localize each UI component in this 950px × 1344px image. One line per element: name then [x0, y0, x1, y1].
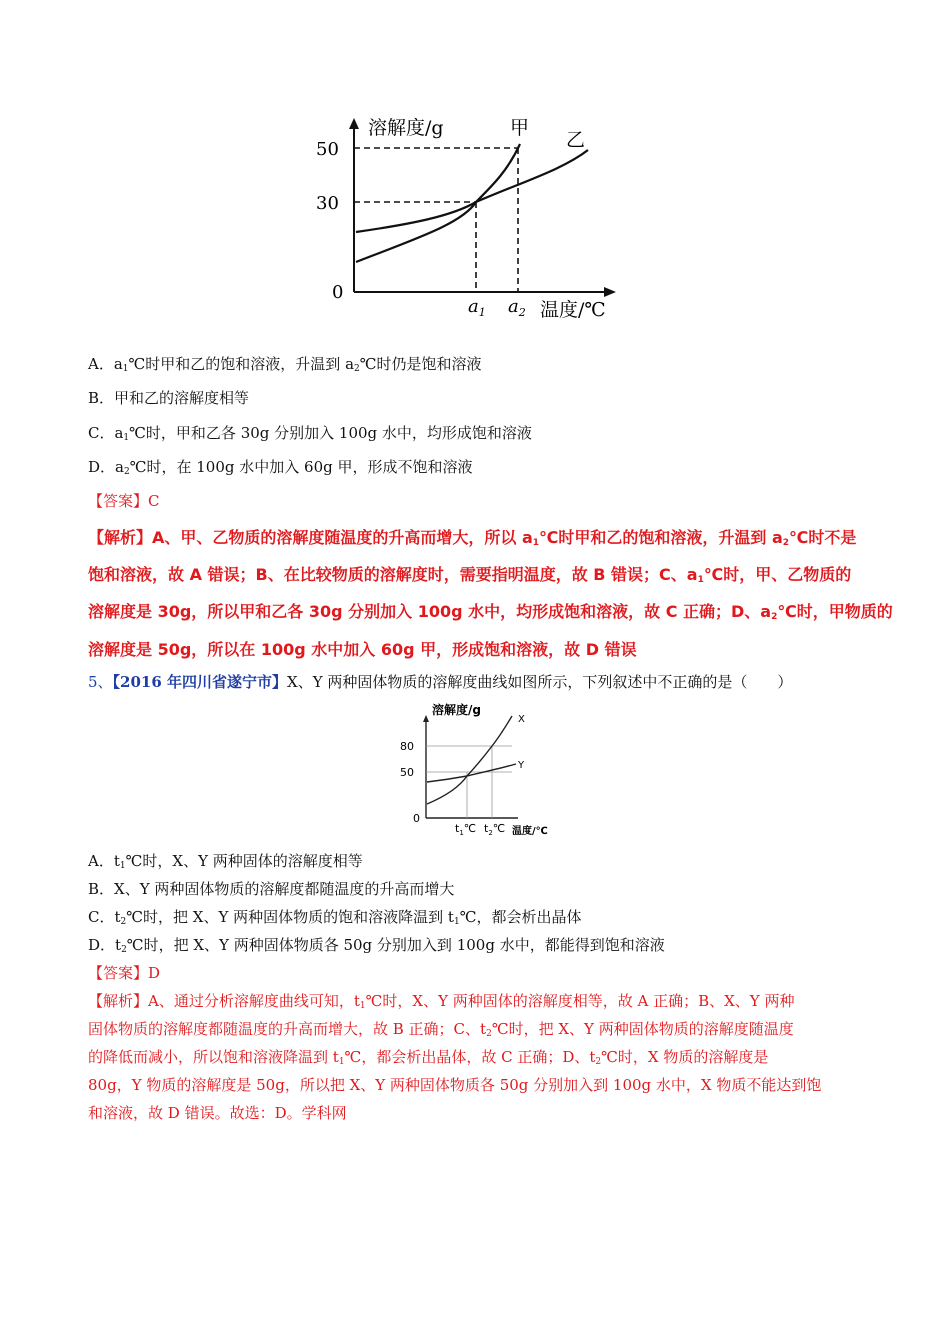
chart1-label-jia: 甲 — [510, 117, 530, 139]
q4-analysis-line-3: 溶解度是 30g，所以甲和乙各 30g 分别加入 100g 水中，均形成饱和溶液，故 C 正确；D、$a_2℃$时，甲物质的 — [88, 602, 893, 622]
q5-analysis-line-4: 80g，Y 物质的溶解度是 50g，所以把 X、Y 两种固体物质各 50g 分别加入到 100g 水中，X 物质不能达到饱 — [88, 1076, 822, 1094]
q5-option-a: A．$t_1℃$时，X、Y 两种固体的溶解度相等 — [88, 852, 363, 871]
q5-analysis-line-3: 的降低而减小，所以饱和溶液降温到 $t_1℃$，都会析出晶体，故 C 正确；D、$t_2℃$时，X 物质的溶解度是 — [88, 1048, 769, 1067]
chart2-label-y: Y — [518, 760, 525, 771]
curve-x — [427, 716, 512, 804]
q5-number: 5、 — [88, 673, 113, 691]
chart1-xtick-a2: $a_2$ — [508, 296, 526, 319]
chart1-y-label: 溶解度/g — [368, 117, 444, 139]
q5-answer: 【答案】D — [88, 964, 161, 982]
chart2-ytick-0: 0 — [413, 812, 420, 825]
chart1-ytick-50: 50 — [316, 139, 339, 160]
q4-answer: 【答案】C — [88, 492, 160, 510]
q5-analysis-line-1: 【解析】A、通过分析溶解度曲线可知，$t_1℃$时，X、Y 两种固体的溶解度相等，故 A 正确；B、X、Y 两种 — [88, 992, 795, 1011]
q5-option-d: D．$t_2℃$时，把 X、Y 两种固体物质各 50g 分别加入到 100g 水中，都能得到饱和溶液 — [88, 936, 665, 955]
solubility-chart-2 — [394, 700, 560, 846]
chart1-ytick-30: 30 — [316, 193, 339, 214]
chart2-x-label: 温度/℃ — [512, 826, 548, 837]
q5-analysis-line-5: 和溶液，故 D 错误。故选：D。学科网 — [88, 1104, 347, 1122]
solubility-chart-1 — [312, 112, 642, 324]
chart1-x-axis-arrow — [604, 287, 616, 297]
q4-option-a: A．$a_1℃$时甲和乙的饱和溶液，升温到 $a_2℃$时仍是饱和溶液 — [88, 355, 482, 374]
chart2-ytick-50: 50 — [400, 766, 414, 779]
q5-analysis-line-2: 固体物质的溶解度都随温度的升高而增大，故 B 正确；C、$t_2℃$时，把 X、Y 两种固体物质的溶解度随温度 — [88, 1020, 794, 1039]
chart2-ytick-80: 80 — [400, 740, 414, 753]
q4-analysis-line-4: 溶解度是 50g，所以在 100g 水中加入 60g 甲，形成饱和溶液，故 D 错误 — [88, 640, 637, 659]
curve-yi — [356, 150, 588, 232]
curve-y — [427, 764, 516, 782]
chart2-xtick-t2: $t_2℃$ — [484, 822, 506, 837]
q4-analysis-line-2: 饱和溶液，故 A 错误；B、在比较物质的溶解度时，需要指明温度，故 B 错误；C、$a_1℃$时，甲、乙物质的 — [88, 565, 852, 585]
chart2-xtick-t1: $t_1℃$ — [455, 822, 477, 837]
chart1-xtick-a1: $a_1$ — [468, 296, 486, 319]
q4-analysis-line-1: 【解析】A、甲、乙物质的溶解度随温度的升高而增大，所以 $a_1℃$时甲和乙的饱和溶液，升温到 $a_2℃$时不是 — [88, 528, 857, 548]
q4-option-d: D．$a_2℃$时，在 100g 水中加入 60g 甲，形成不饱和溶液 — [88, 458, 473, 477]
q5-stem: 5、【2016 年四川省遂宁市】X、Y 两种固体物质的溶解度曲线如图所示，下列叙述中不正确的是（ ） — [88, 673, 793, 691]
q4-option-c: C．$a_1℃$时，甲和乙各 30g 分别加入 100g 水中，均形成饱和溶液 — [88, 424, 532, 443]
q5-option-c: C．$t_2℃$时，把 X、Y 两种固体物质的饱和溶液降温到 $t_1℃$，都会析出晶体 — [88, 908, 582, 927]
curve-jia — [356, 144, 520, 262]
chart1-x-label: 温度/℃ — [540, 299, 606, 321]
chart1-label-yi: 乙 — [566, 129, 586, 151]
q5-source: 【2016 年四川省遂宁市】 — [112, 673, 288, 691]
chart2-y-axis-arrow — [423, 715, 429, 722]
chart2-y-label: 溶解度/g — [432, 703, 481, 717]
chart2-label-x: X — [518, 714, 525, 725]
q5-option-b: B．X、Y 两种固体物质的溶解度都随温度的升高而增大 — [88, 880, 455, 898]
chart1-y-axis-arrow — [349, 118, 359, 129]
chart1-ytick-0: 0 — [332, 282, 344, 303]
q4-option-b: B．甲和乙的溶解度相等 — [88, 389, 250, 407]
